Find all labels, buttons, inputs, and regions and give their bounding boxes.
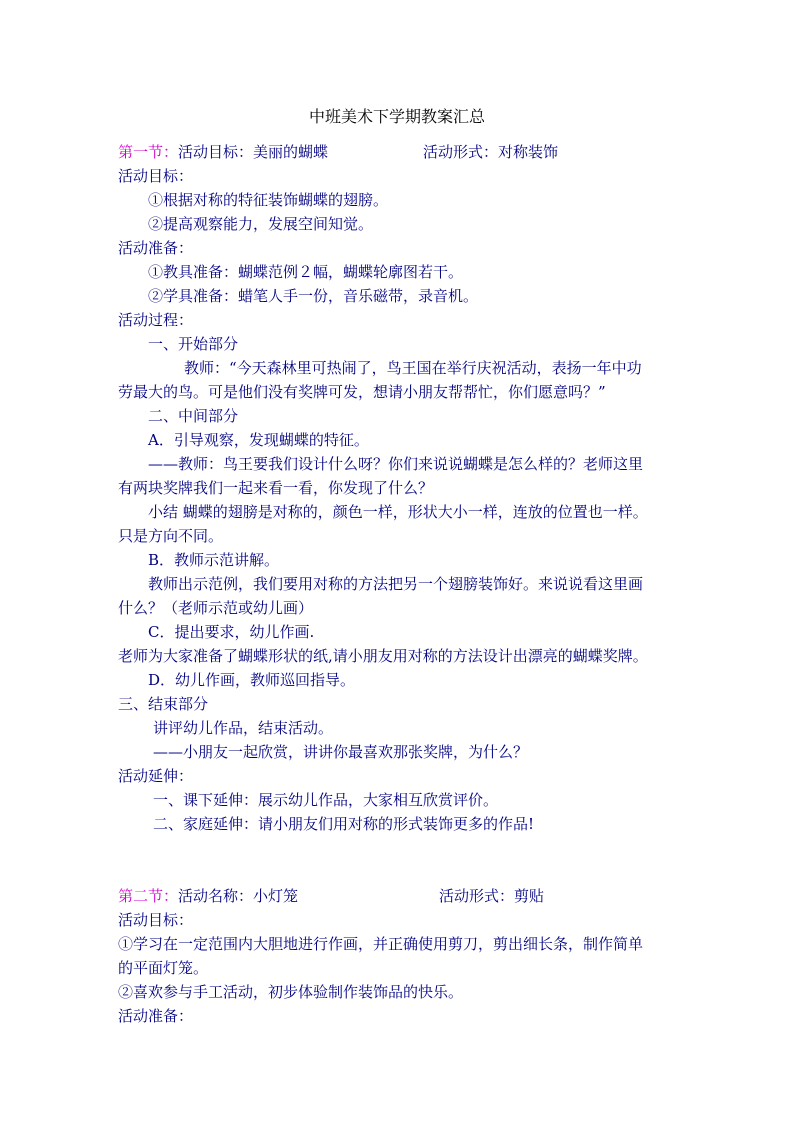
process-step-d: D．幼儿作画，教师巡回指导。 [148, 671, 356, 689]
section1-goals-label: 活动目标： [118, 167, 194, 185]
process-step-b-line-1: 教师出示范例，我们要用对称的方法把另一个翅膀装饰好。来说说看这里画 [148, 575, 644, 593]
section2-activity: 活动名称：小灯笼 [178, 887, 299, 905]
process-step-a: A．引导观察，发现蝴蝶的特征。 [148, 431, 369, 449]
process-question-line-1: ——教师：鸟王要我们设计什么呀？你们来说说蝴蝶是怎么样的？老师这里 [148, 455, 644, 473]
section1-goal-1: ①根据对称的特征装饰蝴蝶的翅膀。 [148, 191, 389, 209]
process-ending-heading: 三、结束部分 [118, 695, 209, 713]
section1-label: 第一节： [118, 143, 179, 161]
section2-goals-label: 活动目标： [118, 911, 194, 929]
section1-prep-label: 活动准备： [118, 239, 194, 257]
section2-heading [118, 886, 694, 906]
process-ending-line-2: ——小朋友一起欣赏，讲讲你最喜欢那张奖牌，为什么？ [153, 743, 529, 761]
section1-extension-label: 活动延伸： [118, 767, 194, 785]
process-middle-heading: 二、中间部分 [148, 407, 239, 425]
section2-form: 活动形式：剪贴 [439, 887, 545, 905]
section1-extension-1: 一、课下延伸：展示幼儿作品，大家相互欣赏评价。 [153, 791, 499, 809]
section2-goal-1-line-2: 的平面灯笼。 [118, 959, 209, 977]
process-summary-line-2: 只是方向不同。 [118, 527, 224, 545]
section2-goal-2: ②喜欢参与手工活动，初步体验制作装饰品的快乐。 [118, 983, 464, 1001]
section1-form: 活动形式：对称装饰 [423, 143, 559, 161]
section2-goal-1-line-1: ①学习在一定范围内大胆地进行作画，并正确使用剪刀，剪出细长条，制作简单 [118, 935, 644, 953]
process-teacher-line-1: 教师：“今天森林里可热闹了，鸟王国在举行庆祝活动，表扬一年中功 [184, 359, 642, 377]
process-opening-heading: 一、开始部分 [148, 335, 239, 353]
process-teacher-line-2: 劳最大的鸟。可是他们没有奖牌可发，想请小朋友帮帮忙，你们愿意吗？” [118, 383, 606, 401]
process-step-c-line-1: 老师为大家准备了蝴蝶形状的纸,请小朋友用对称的方法设计出漂亮的蝴蝶奖牌。 [118, 647, 648, 665]
process-summary-line-1: 小结 蝴蝶的翅膀是对称的，颜色一样，形状大小一样，连放的位置也一样。 [148, 503, 648, 521]
process-ending-line-1: 讲评幼儿作品，结束活动。 [153, 719, 334, 737]
section1-extension-2: 二、家庭延伸：请小朋友们用对称的形式装饰更多的作品! [153, 815, 535, 833]
section1-goal-2: ②提高观察能力，发展空间知觉。 [148, 215, 374, 233]
section2-prep-label: 活动准备： [118, 1007, 194, 1025]
process-question-line-2: 有两块奖牌我们一起来看一看，你发现了什么？ [118, 479, 434, 497]
section1-process-label: 活动过程： [118, 311, 194, 329]
process-step-b: B．教师示范讲解。 [148, 551, 280, 569]
process-step-b-line-2: 什么？（老师示范或幼儿画） [118, 599, 314, 617]
section1-prep-1: ①教具准备：蝴蝶范例２幅，蝴蝶轮廓图若干。 [148, 263, 464, 281]
section1-heading [118, 142, 694, 162]
document-title: 中班美术下学期教案汇总 [308, 107, 485, 126]
section1-activity: 活动目标：美丽的蝴蝶 [178, 143, 329, 161]
section1-prep-2: ②学具准备：蜡笔人手一份，音乐磁带，录音机。 [148, 287, 479, 305]
process-step-c: C．提出要求，幼儿作画. [148, 623, 315, 641]
section2-label: 第二节： [118, 887, 179, 905]
